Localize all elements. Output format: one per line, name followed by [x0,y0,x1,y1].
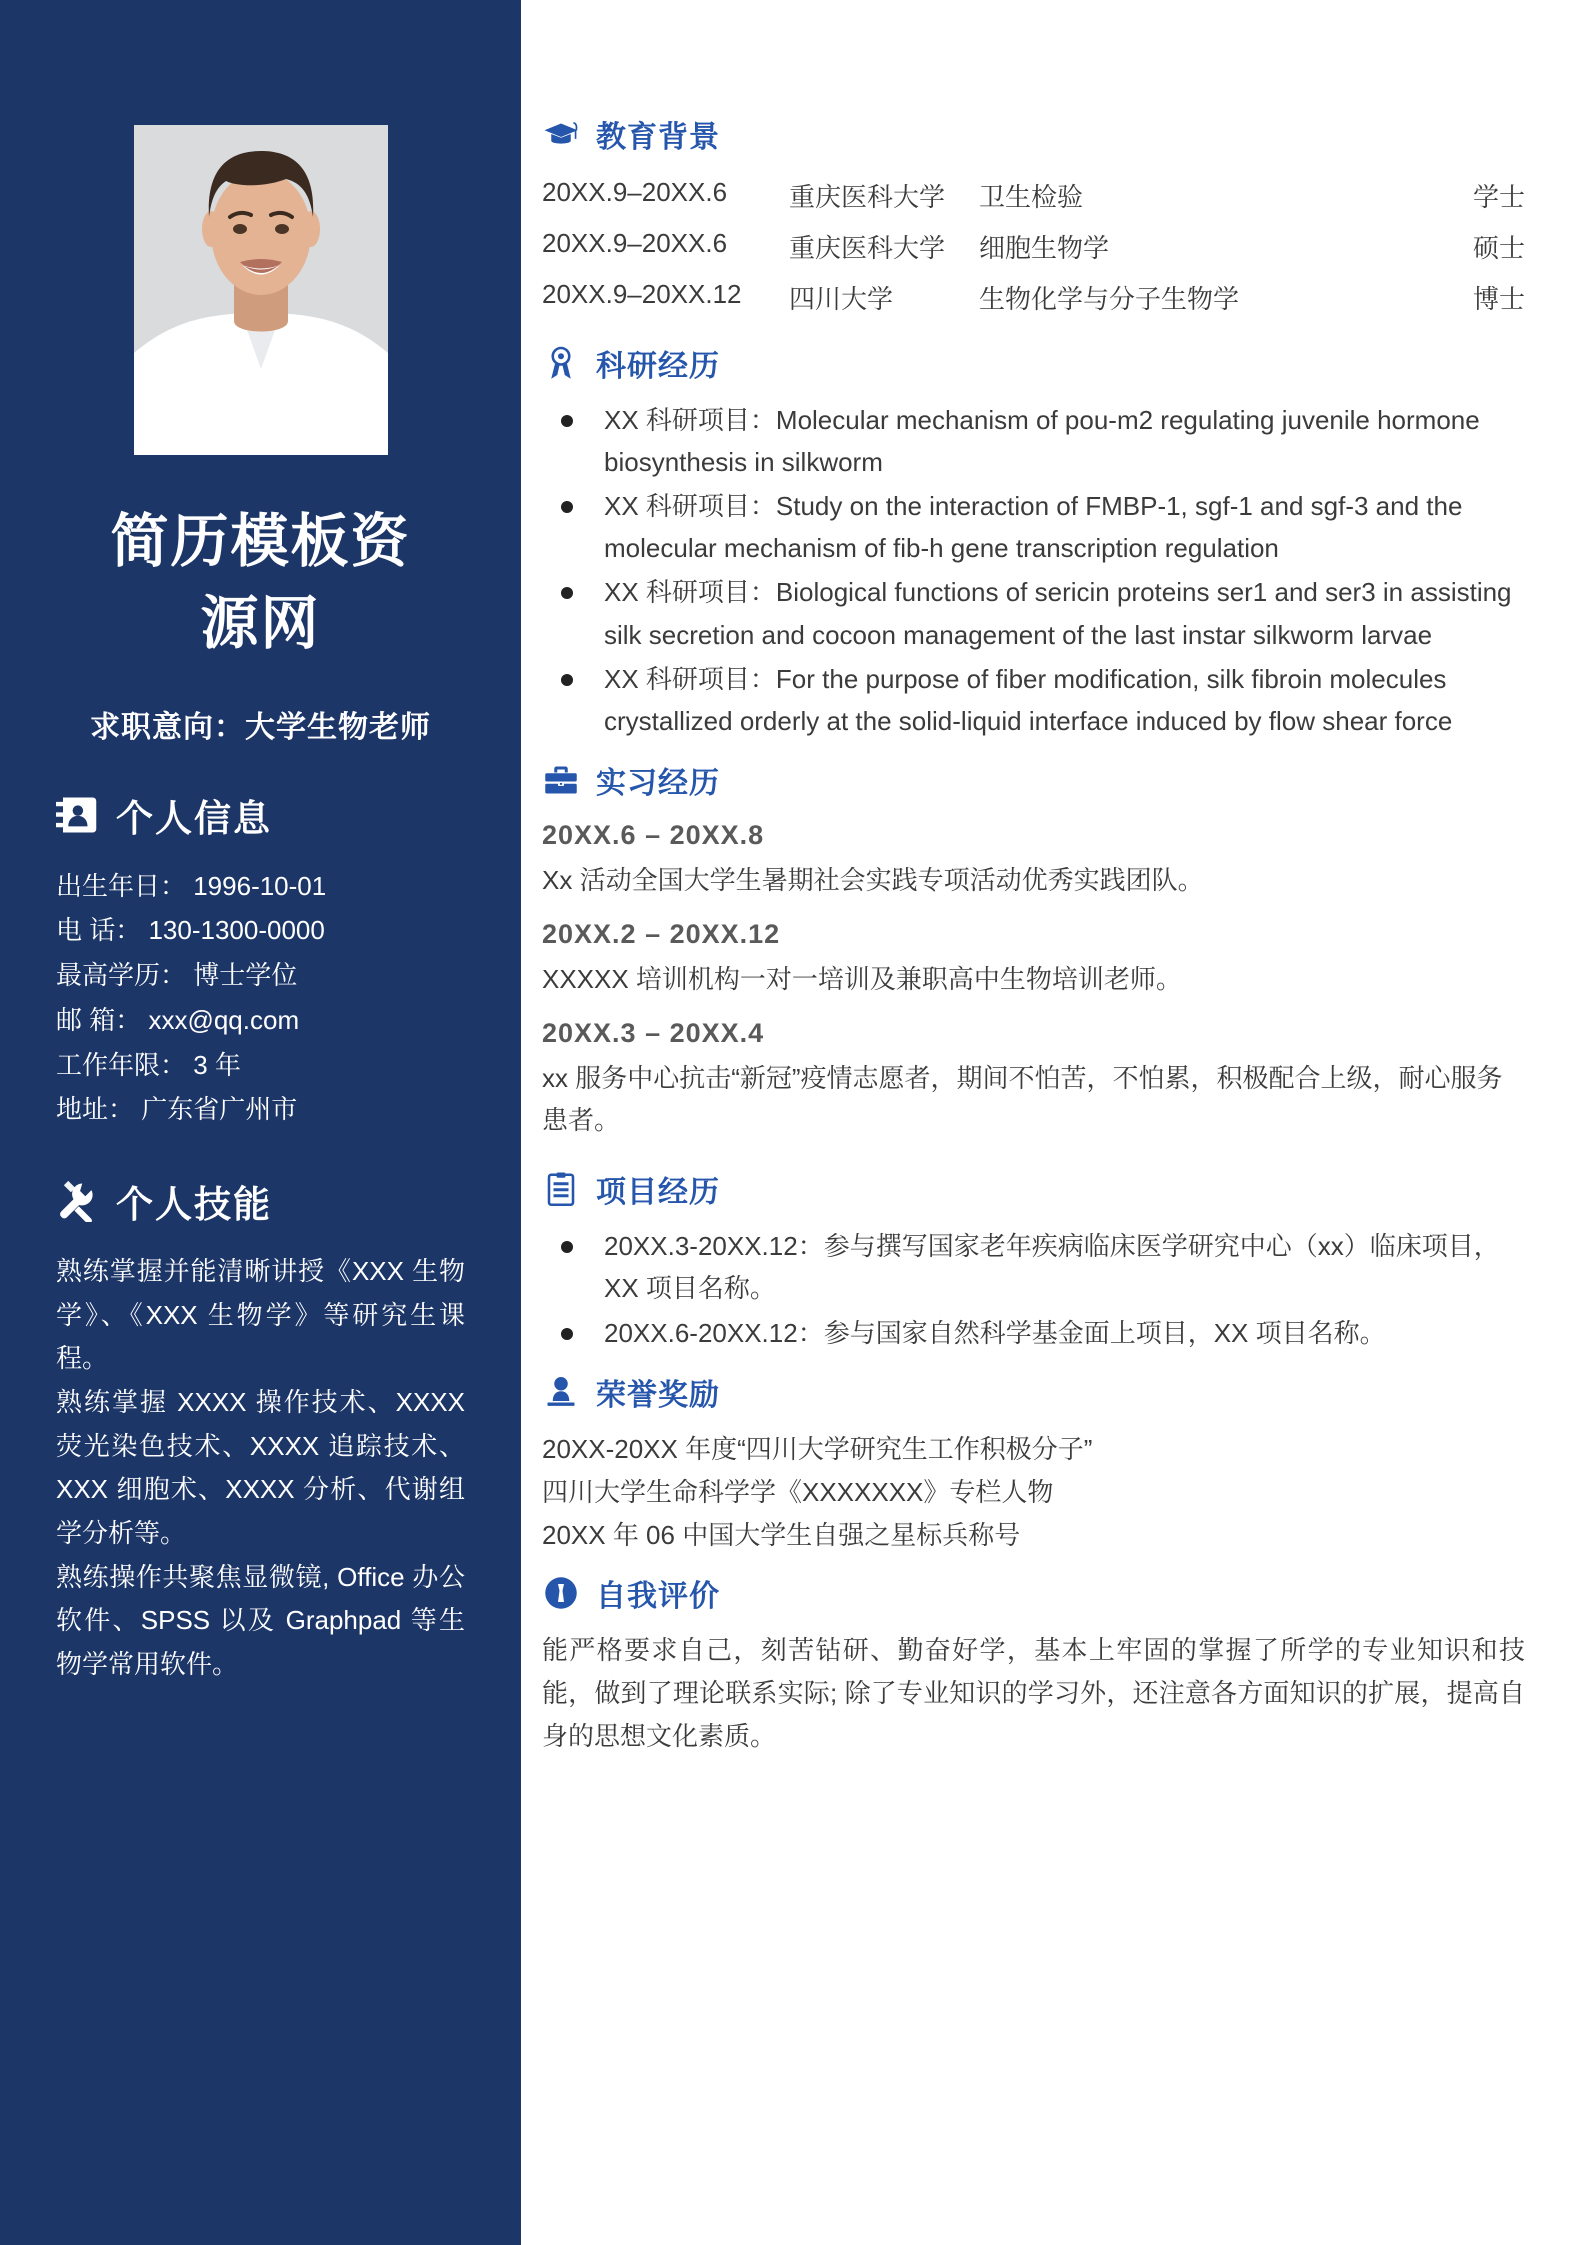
section-title-internship: 实习经历 [596,766,720,800]
contact-card-icon [56,794,98,836]
internship-date: 20XX.2 – 20XX.12 [542,918,781,949]
sidebar [0,0,521,2245]
section-title-self-evaluation: 自我评价 [596,1580,720,1614]
tools-icon [56,1180,98,1222]
skill-paragraph: 熟练掌握并能清晰讲授《XXX 生物学》、《XXX 生物学》等研究生课程。 [56,1256,465,1374]
ribbon-award-icon [542,344,580,382]
edu-major: 细胞生物学 [979,233,1110,263]
research-list [542,399,1525,742]
honors-list [542,1428,1525,1557]
skills-list [56,1250,465,1687]
section-header-internship [542,758,1525,802]
list-item: XX 科研项目：Biological functions of sericin proteins ser1 and ser3 in assisting silk secretion and cocoon management of the last instar silkworm larvae [542,571,1525,655]
main-content [521,0,1587,2245]
info-email: 邮 箱： xxx@qq.com [56,1004,300,1035]
list-item: XX 科研项目：Molecular mechanism of pou-m2 regulating juvenile hormone biosynthesis in silkworm [542,399,1525,483]
table-row [542,221,1525,272]
self-evaluation-text: 能严格要求自己，刻苦钻研、勤奋好学，基本上牢固的掌握了所学的专业知识和技能，做到了理论联系实际; 除了专业知识的学习外，还注意各方面知识的扩展，提高自身的思想文化素质。 [542,1635,1525,1752]
list-item: XX 科研项目：For the purpose of fiber modification, silk fibroin molecules crystallized orderly at the solid-liquid interface induced by flow shear force [542,658,1525,742]
section-title-honors: 荣誉奖励 [596,1378,720,1412]
section-header-skills [56,1174,465,1228]
briefcase-icon [542,761,580,799]
edu-period: 20XX.9–20XX.6 [542,228,728,258]
edu-major: 生物化学与分子生物学 [979,284,1240,314]
internship-desc: XXXXX 培训机构一对一培训及兼职高中生物培训老师。 [542,963,1182,994]
edu-school: 重庆医科大学 [789,182,946,212]
internship-list [542,820,1525,1141]
section-header-self-evaluation [542,1571,1525,1615]
section-header-projects [542,1167,1525,1211]
info-circle-icon [542,1574,580,1612]
section-header-personal-info [56,788,465,842]
table-row [542,272,1525,323]
section-title-projects: 项目经历 [596,1176,720,1210]
info-birthday: 出生年日： 1996-10-01 [56,870,327,901]
table-row [542,170,1525,221]
edu-period: 20XX.9–20XX.6 [542,177,728,207]
info-phone: 电 话： 130-1300-0000 [56,915,325,946]
honor-line: 20XX 年 06 中国大学生自强之星标兵称号 [542,1519,1021,1550]
internship-date: 20XX.6 – 20XX.8 [542,819,765,850]
edu-degree: 学士 [1472,182,1525,212]
list-item: 20XX.3-20XX.12：参与撰写国家老年疾病临床医学研究中心（xx）临床项目，XX 项目名称。 [542,1225,1525,1309]
skill-paragraph: 熟练操作共聚焦显微镜, Office 办公软件、SPSS 以及 Graphpad 等生物学常用软件。 [56,1561,465,1680]
education-table [542,170,1525,323]
award-stamp-icon [542,1373,580,1411]
graduation-cap-icon [542,115,580,153]
honor-line: 四川大学生命科学学《XXXXXXX》专栏人物 [542,1476,1054,1507]
edu-school: 四川大学 [789,284,894,314]
section-header-education [542,112,1525,156]
edu-period: 20XX.9–20XX.12 [542,279,742,309]
info-address: 地址： 广东省广州市 [56,1094,298,1125]
internship-desc: xx 服务中心抗击“新冠”疫情志愿者，期间不怕苦，不怕累，积极配合上级，耐心服务患者。 [542,1063,1503,1136]
edu-major: 卫生检验 [979,182,1084,212]
avatar [134,125,388,455]
section-header-research [542,341,1525,385]
skill-paragraph: 熟练掌握 XXXX 操作技术、XXXX 荧光染色技术、XXXX 追踪技术、XXX 细胞术、XXXX 分析、代谢组学分析等。 [56,1387,465,1549]
list-item: 20XX.6-20XX.12：参与国家自然科学基金面上项目，XX 项目名称。 [542,1312,1525,1354]
edu-degree: 博士 [1472,284,1525,314]
edu-degree: 硕士 [1472,233,1525,263]
list-item: XX 科研项目：Study on the interaction of FMBP-1, sgf-1 and sgf-3 and the molecular mechanism of fib-h gene transcription regulation [542,485,1525,569]
section-title-personal-info: 个人信息 [116,797,272,839]
internship-date: 20XX.3 – 20XX.4 [542,1018,765,1049]
section-title-education: 教育背景 [596,121,720,154]
info-experience-years: 工作年限： 3 年 [56,1049,241,1080]
job-objective: 求职意向：大学生物老师 [90,710,431,744]
section-header-honors [542,1370,1525,1414]
section-title-skills: 个人技能 [116,1184,272,1226]
honor-line: 20XX-20XX 年度“四川大学研究生工作积极分子” [542,1433,1093,1464]
brand-name: 简历模板资 源网 [110,509,411,657]
info-education-level: 最高学历： 博士学位 [56,960,298,991]
internship-desc: Xx 活动全国大学生暑期社会实践专项活动优秀实践团队。 [542,864,1204,895]
clipboard-list-icon [542,1170,580,1208]
edu-school: 重庆医科大学 [789,233,946,263]
section-title-research: 科研经历 [596,350,720,383]
projects-list [542,1225,1525,1353]
personal-info-list [56,864,465,1132]
